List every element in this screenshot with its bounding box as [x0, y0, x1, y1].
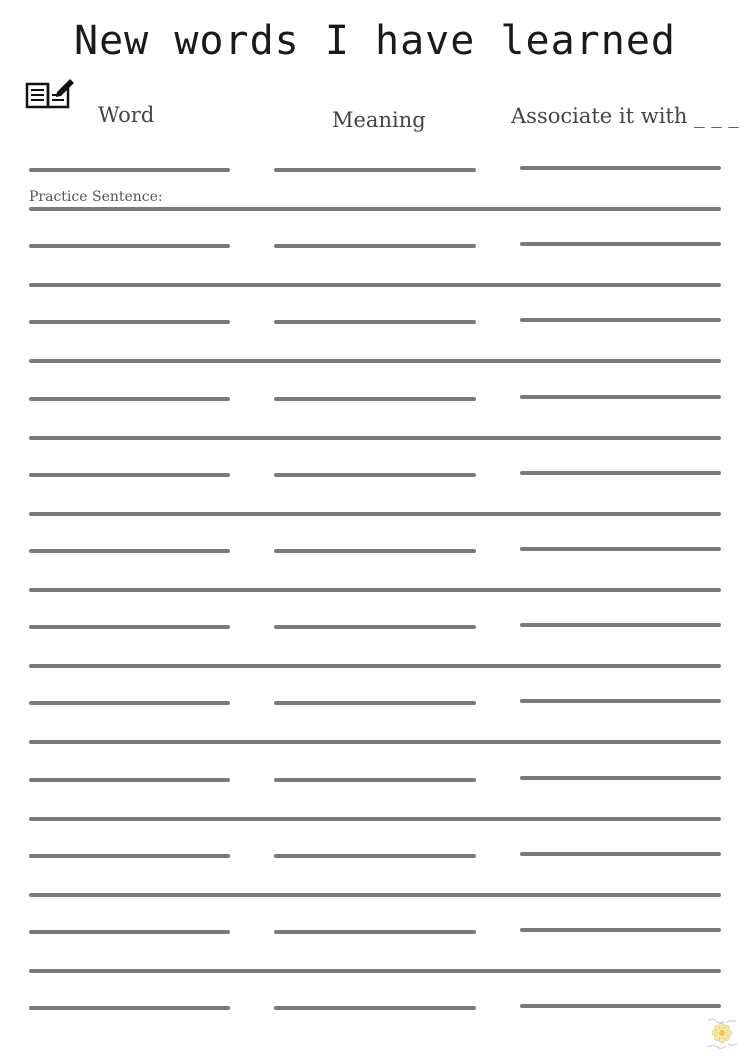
associate-line — [520, 318, 721, 322]
word-line — [29, 625, 230, 629]
word-line — [29, 701, 230, 705]
word-line — [29, 473, 230, 477]
page-title: New words I have learned — [74, 18, 676, 64]
column-header-associate: Associate it with _ _ _ — [511, 104, 739, 128]
meaning-line — [274, 320, 476, 324]
associate-line — [520, 1004, 721, 1008]
practice-sentence-line — [29, 436, 721, 440]
word-line — [29, 930, 230, 934]
practice-sentence-line — [29, 893, 721, 897]
word-line — [29, 397, 230, 401]
associate-line — [520, 623, 721, 627]
practice-sentence-line — [29, 664, 721, 668]
practice-sentence-line — [29, 359, 721, 363]
daisy-logo — [702, 1013, 742, 1053]
meaning-line — [274, 930, 476, 934]
associate-line — [520, 776, 721, 780]
word-line — [29, 854, 230, 858]
practice-sentence-label: Practice Sentence: — [29, 189, 163, 205]
associate-line — [520, 852, 721, 856]
practice-sentence-line — [29, 817, 721, 821]
associate-line — [520, 699, 721, 703]
word-line — [29, 320, 230, 324]
word-line — [29, 1006, 230, 1010]
column-header-meaning: Meaning — [332, 108, 426, 132]
practice-sentence-line — [29, 969, 721, 973]
word-line — [29, 778, 230, 782]
word-line — [29, 168, 230, 172]
word-line — [29, 244, 230, 248]
associate-line — [520, 242, 721, 246]
meaning-line — [274, 397, 476, 401]
meaning-line — [274, 473, 476, 477]
meaning-line — [274, 549, 476, 553]
meaning-line — [274, 854, 476, 858]
associate-line — [520, 166, 721, 170]
associate-line — [520, 928, 721, 932]
meaning-line — [274, 168, 476, 172]
practice-sentence-line — [29, 512, 721, 516]
practice-sentence-line — [29, 207, 721, 211]
meaning-line — [274, 244, 476, 248]
practice-sentence-line — [29, 283, 721, 287]
meaning-line — [274, 1006, 476, 1010]
meaning-line — [274, 778, 476, 782]
practice-sentence-line — [29, 588, 721, 592]
column-header-word: Word — [98, 103, 155, 127]
practice-sentence-line — [29, 740, 721, 744]
word-line — [29, 549, 230, 553]
associate-line — [520, 547, 721, 551]
meaning-line — [274, 625, 476, 629]
associate-line — [520, 471, 721, 475]
meaning-line — [274, 701, 476, 705]
associate-line — [520, 395, 721, 399]
